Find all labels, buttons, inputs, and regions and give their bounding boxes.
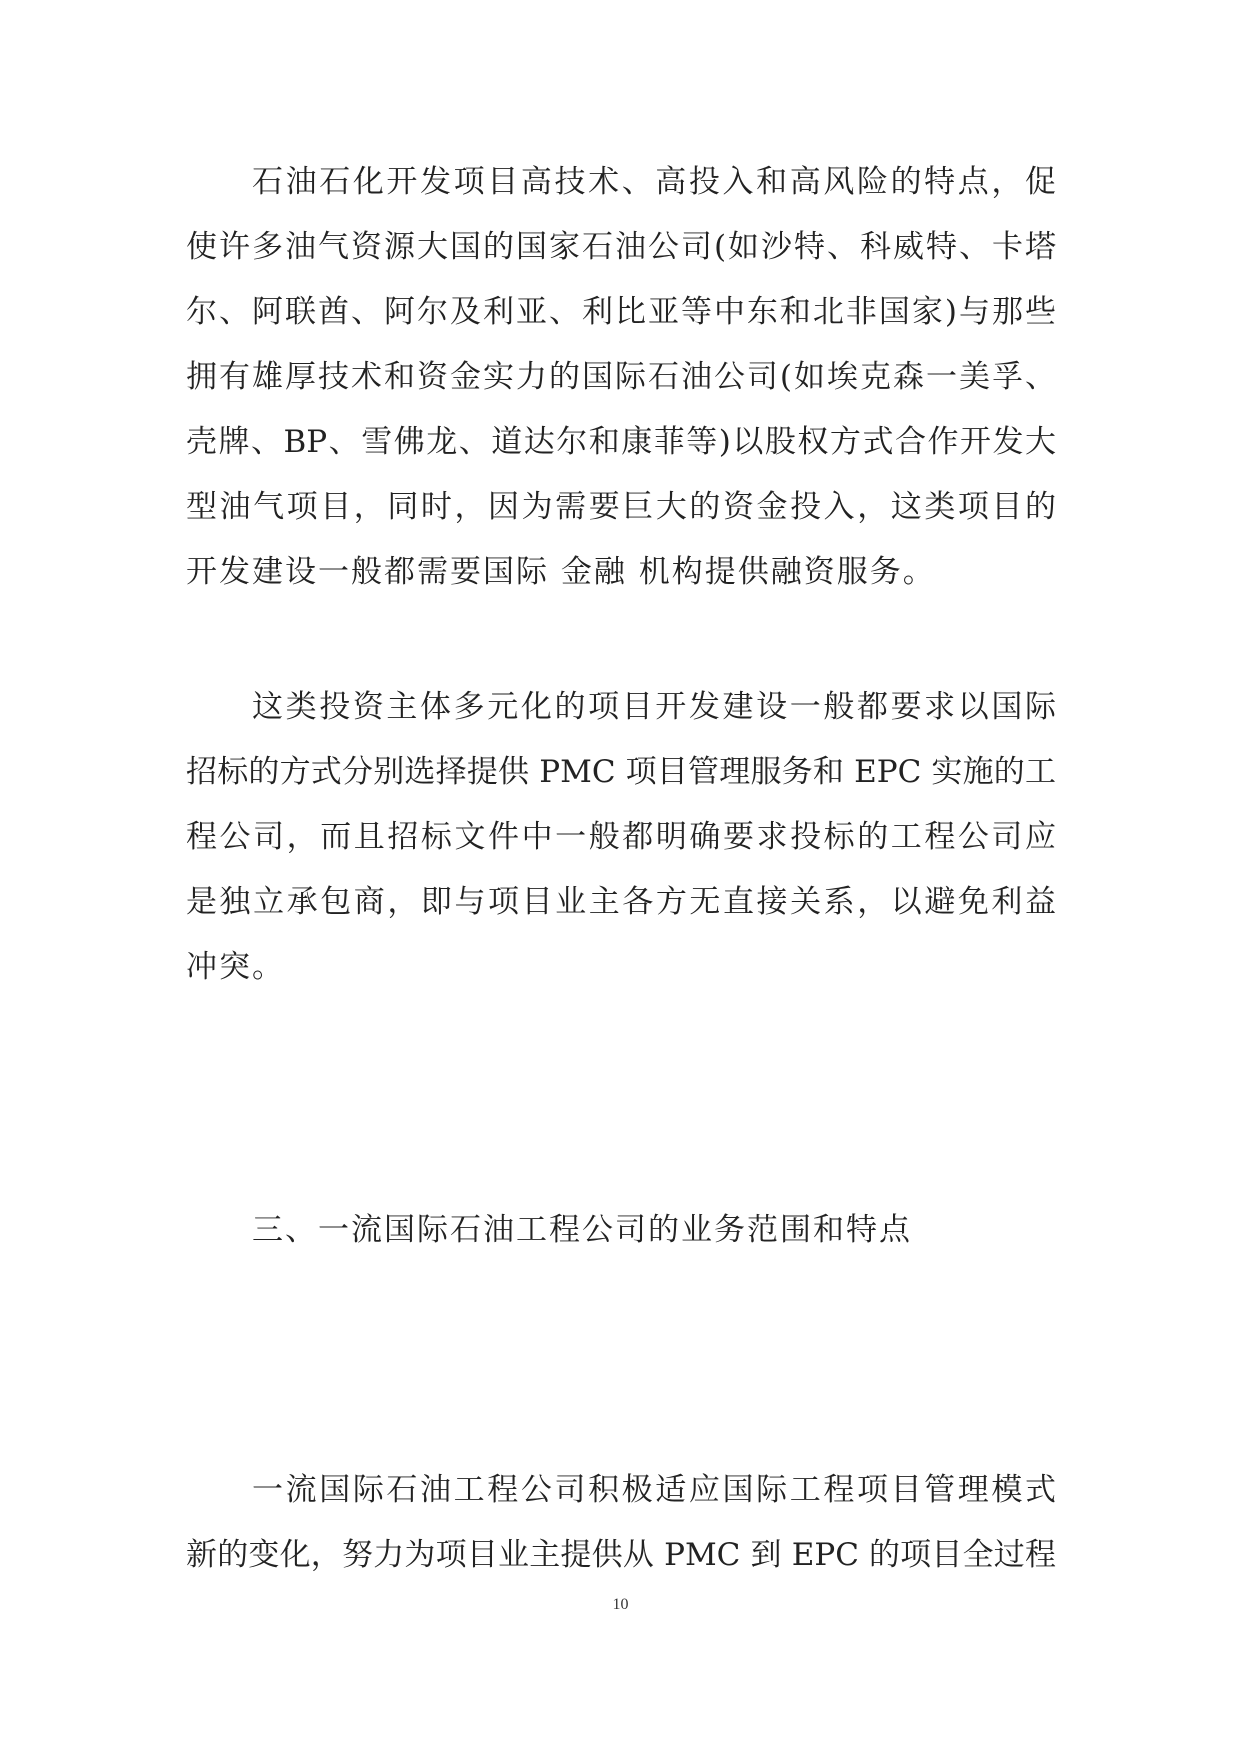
paragraph-line: 壳牌、BP、雪佛龙、道达尔和康菲等)以股权方式合作开发大 (186, 424, 1056, 460)
paragraph-line: 尔、阿联酋、阿尔及利亚、利比亚等中东和北非国家)与那些 (186, 294, 1056, 330)
paragraph-line: 冲突。 (186, 949, 285, 985)
paragraph-line: 型油气项目，同时，因为需要巨大的资金投入，这类项目的 (186, 489, 1056, 525)
page-number: 10 (612, 1596, 629, 1613)
paragraph-line: 石油石化开发项目高技术、高投入和高风险的特点，促 (252, 164, 1056, 200)
section-heading: 三、一流国际石油工程公司的业务范围和特点 (252, 1212, 912, 1248)
paragraph-line: 拥有雄厚技术和资金实力的国际石油公司(如埃克森一美孚、 (186, 359, 1056, 395)
paragraph-line: 开发建设一般都需要国际 金融 机构提供融资服务。 (186, 554, 936, 590)
paragraph-2 (186, 675, 1056, 1000)
paragraph-line: 是独立承包商，即与项目业主各方无直接关系，以避免利益 (186, 884, 1056, 920)
paragraph-line: 一流国际石油工程公司积极适应国际工程项目管理模式 (252, 1472, 1056, 1508)
paragraph-line: 程公司，而且招标文件中一般都明确要求投标的工程公司应 (186, 819, 1056, 855)
paragraph-1 (186, 150, 1056, 605)
paragraph-3 (186, 1458, 1056, 1588)
paragraph-line: 招标的方式分别选择提供 PMC 项目管理服务和 EPC 实施的工 (186, 754, 1056, 790)
paragraph-line: 新的变化，努力为项目业主提供从 PMC 到 EPC 的项目全过程 (186, 1537, 1056, 1573)
paragraph-line: 这类投资主体多元化的项目开发建设一般都要求以国际 (252, 689, 1056, 725)
paragraph-line: 使许多油气资源大国的国家石油公司(如沙特、科威特、卡塔 (186, 229, 1056, 265)
